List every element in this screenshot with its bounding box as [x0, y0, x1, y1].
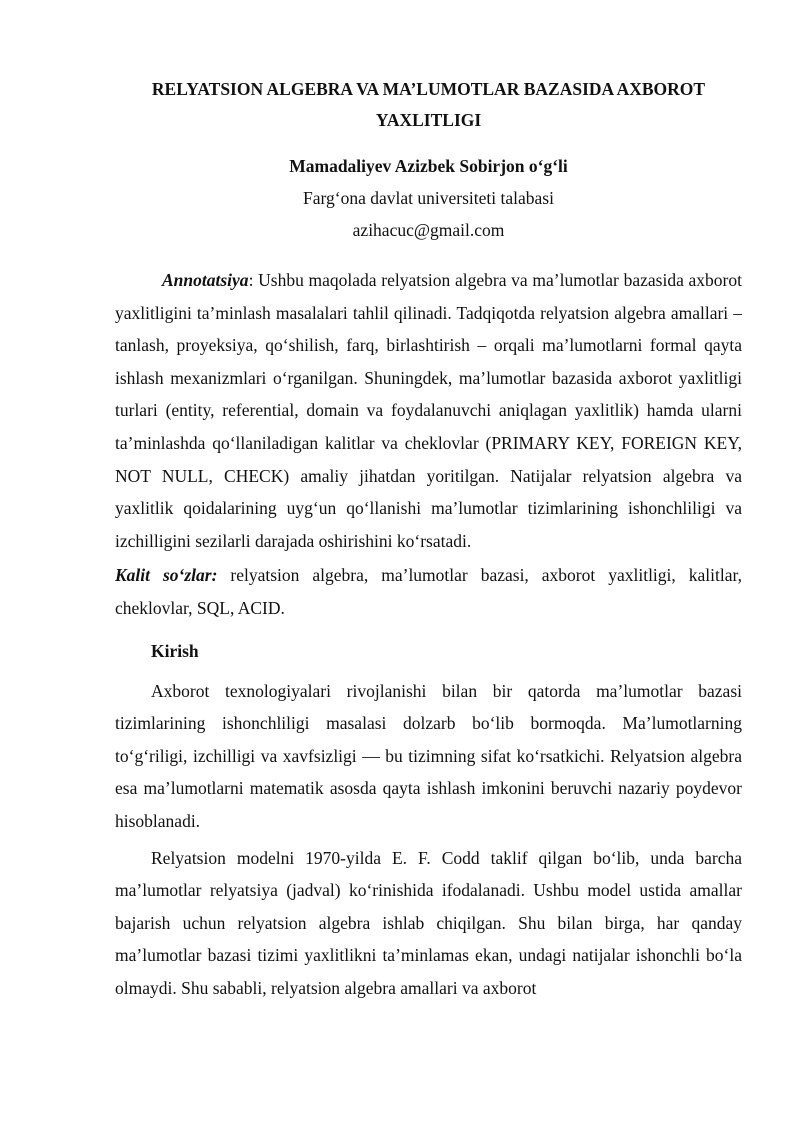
keywords: [115, 559, 742, 624]
abstract-separator: :: [248, 270, 254, 290]
paper-title: [115, 74, 742, 136]
author-email: azihacuc@gmail.com: [352, 220, 505, 240]
abstract-text: Ushbu maqolada relyatsion algebra va ma’lumotlar bazasida axborot yaxlitligini ta’minlash masalalari tahlil qilinadi. Tadqiqotda relyatsion algebra amallari – tanlash, proyeksiya, qo‘shilish, farq, birlashtirish – orqali ma’lumotlarni formal qayta ishlash mexanizmlari o‘rganilgan. Shuningdek, ma’lumotlar bazasida axborot yaxlitligi turlari (entity, referential, domain va foydalanuvchi aniqlagan yaxlitlik) hamda ularni ta’minlashda qo‘llaniladigan kalitlar va cheklovlar (PRIMARY KEY, FOREIGN KEY, NOT NULL, CHECK) amaliy jihatdan yoritilgan. Natijalar relyatsion algebra va yaxlitlik qoidalarining uyg‘un qo‘llanishi ma’lumotlar tizimlarining ishonchliligi va izchilligini sezilarli darajada oshirishini ko‘rsatadi.: [115, 270, 742, 551]
keywords-label: Kalit so‘zlar:: [115, 565, 218, 586]
body-paragraph: Relyatsion modelni 1970-yilda E. F. Codd taklif qilgan bo‘lib, unda barcha ma’lumotlar relyatsiya (jadval) ko‘rinishida ifodalanadi. Ushbu model ustida amallar bajarish uchun relyatsion algebra ishlab chiqilgan. Shu bilan birga, har qanday ma’lumotlar bazasi tizimi yaxlitlikni ta’minlamas ekan, undagi natijalar ishonchli bo‘la olmaydi. Shu sababli, relyatsion algebra amallari va axborot: [115, 847, 742, 998]
section-heading-introduction: Kirish: [151, 640, 199, 661]
keywords-text: relyatsion algebra, ma’lumotlar bazasi, axborot yaxlitligi, kalitlar, cheklovlar, SQL, ACID.: [115, 565, 742, 618]
abstract-label: Annotatsiya: [162, 270, 249, 290]
author-affiliation: Farg‘ona davlat universiteti talabasi: [303, 188, 554, 208]
author-name: Mamadaliyev Azizbek Sobirjon o‘g‘li: [289, 156, 568, 176]
title-line-2: YAXLITLIGI: [375, 110, 482, 130]
abstract: [115, 264, 742, 557]
document-page: [115, 74, 742, 1004]
body-paragraph: Axborot texnologiyalari rivojlanishi bilan bir qatorda ma’lumotlar bazasi tizimlarining ishonchliligi masalasi dolzarb bo‘lib bormoqda. Ma’lumotlarning to‘g‘riligi, izchilligi va xavfsizligi — bu tizimning sifat ko‘rsatkichi. Relyatsion algebra esa ma’lumotlarni matematik asosda qayta ishlash imkonini beruvchi nazariy poydevor hisoblanadi.: [115, 680, 742, 831]
title-line-1: RELYATSION ALGEBRA VA MA’LUMOTLAR BAZASIDA AXBOROT: [151, 79, 706, 99]
